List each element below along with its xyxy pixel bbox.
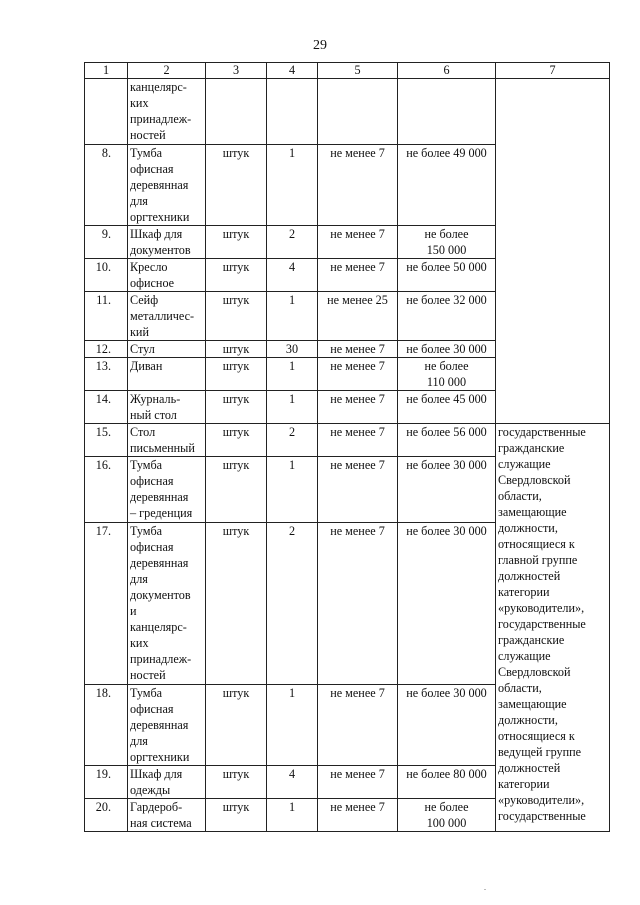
row-number: 18.: [85, 685, 128, 766]
service-life: не менее 25: [318, 292, 398, 341]
quantity: 1: [267, 685, 318, 766]
row-number: 19.: [85, 766, 128, 799]
quantity: 1: [267, 358, 318, 391]
unit: штук: [206, 358, 267, 391]
item-name: Шкаф для одежды: [128, 766, 206, 799]
quantity: 1: [267, 145, 318, 226]
row-number: 16.: [85, 457, 128, 523]
item-name: Стул: [128, 341, 206, 358]
unit: штук: [206, 341, 267, 358]
row-number: 9.: [85, 226, 128, 259]
quantity: 2: [267, 424, 318, 457]
unit: штук: [206, 259, 267, 292]
item-name: канцелярс- ких принадлеж- ностей: [128, 79, 206, 145]
positions-cell-lower: государственные гражданские служащие Свердловской области, замещающие должности, относящиеся к главной группе должностей категории «руководители», государственные гражданские служащие Свердловской области, замещающие должности, относящиеся к ведущей группе должностей категории «руководители», государственные: [496, 424, 610, 832]
max-price: не более 80 000: [398, 766, 496, 799]
item-name: Стол письменный: [128, 424, 206, 457]
quantity: 30: [267, 341, 318, 358]
quantity: 4: [267, 766, 318, 799]
max-price: не более 110 000: [398, 358, 496, 391]
unit: штук: [206, 424, 267, 457]
quantity: 1: [267, 457, 318, 523]
header-cell-3: 3: [206, 63, 267, 79]
row-number: 15.: [85, 424, 128, 457]
service-life: не менее 7: [318, 391, 398, 424]
max-price: не более 30 000: [398, 685, 496, 766]
row-number: 10.: [85, 259, 128, 292]
row-number: 11.: [85, 292, 128, 341]
quantity: [267, 79, 318, 145]
row-number: 14.: [85, 391, 128, 424]
unit: штук: [206, 523, 267, 685]
max-price: не более 30 000: [398, 457, 496, 523]
item-name: Сейф металличес- кий: [128, 292, 206, 341]
unit: штук: [206, 226, 267, 259]
quantity: 4: [267, 259, 318, 292]
unit: штук: [206, 292, 267, 341]
max-price: не более 30 000: [398, 523, 496, 685]
header-cell-1: 1: [85, 63, 128, 79]
quantity: 2: [267, 226, 318, 259]
header-cell-7: 7: [496, 63, 610, 79]
quantity: 2: [267, 523, 318, 685]
max-price: не более 150 000: [398, 226, 496, 259]
service-life: не менее 7: [318, 457, 398, 523]
unit: [206, 79, 267, 145]
quantity: 1: [267, 292, 318, 341]
unit: штук: [206, 685, 267, 766]
service-life: не менее 7: [318, 424, 398, 457]
unit: штук: [206, 391, 267, 424]
service-life: не менее 7: [318, 259, 398, 292]
max-price: не более 32 000: [398, 292, 496, 341]
header-cell-5: 5: [318, 63, 398, 79]
header-cell-6: 6: [398, 63, 496, 79]
service-life: не менее 7: [318, 341, 398, 358]
header-cell-4: 4: [267, 63, 318, 79]
max-price: не более 49 000: [398, 145, 496, 226]
service-life: не менее 7: [318, 766, 398, 799]
quantity: 1: [267, 799, 318, 832]
max-price: не более 50 000: [398, 259, 496, 292]
max-price: [398, 79, 496, 145]
item-name: Тумба офисная деревянная для оргтехники: [128, 685, 206, 766]
item-name: Гардероб- ная система: [128, 799, 206, 832]
row-number: 12.: [85, 341, 128, 358]
page-number: 29: [313, 38, 327, 53]
unit: штук: [206, 457, 267, 523]
service-life: не менее 7: [318, 523, 398, 685]
row-number: [85, 79, 128, 145]
item-name: Диван: [128, 358, 206, 391]
header-cell-2: 2: [128, 63, 206, 79]
unit: штук: [206, 766, 267, 799]
row-number: 13.: [85, 358, 128, 391]
service-life: не менее 7: [318, 685, 398, 766]
max-price: не более 45 000: [398, 391, 496, 424]
header-row: [85, 63, 610, 79]
max-price: не более 56 000: [398, 424, 496, 457]
scan-speck: [484, 889, 486, 890]
furniture-norms-table: [84, 62, 610, 832]
row-number: 20.: [85, 799, 128, 832]
positions-cell-upper: [496, 79, 610, 424]
service-life: не менее 7: [318, 226, 398, 259]
service-life: [318, 79, 398, 145]
quantity: 1: [267, 391, 318, 424]
table-row: [85, 79, 610, 145]
item-name: Шкаф для документов: [128, 226, 206, 259]
service-life: не менее 7: [318, 358, 398, 391]
service-life: не менее 7: [318, 145, 398, 226]
item-name: Тумба офисная деревянная для документов и канцелярс- ких принадлеж- ностей: [128, 523, 206, 685]
max-price: не более 30 000: [398, 341, 496, 358]
service-life: не менее 7: [318, 799, 398, 832]
item-name: Тумба офисная деревянная – греденция: [128, 457, 206, 523]
max-price: не более 100 000: [398, 799, 496, 832]
unit: штук: [206, 799, 267, 832]
table-row: [85, 424, 610, 457]
row-number: 8.: [85, 145, 128, 226]
item-name: Журналь- ный стол: [128, 391, 206, 424]
unit: штук: [206, 145, 267, 226]
item-name: Тумба офисная деревянная для оргтехники: [128, 145, 206, 226]
item-name: Кресло офисное: [128, 259, 206, 292]
row-number: 17.: [85, 523, 128, 685]
